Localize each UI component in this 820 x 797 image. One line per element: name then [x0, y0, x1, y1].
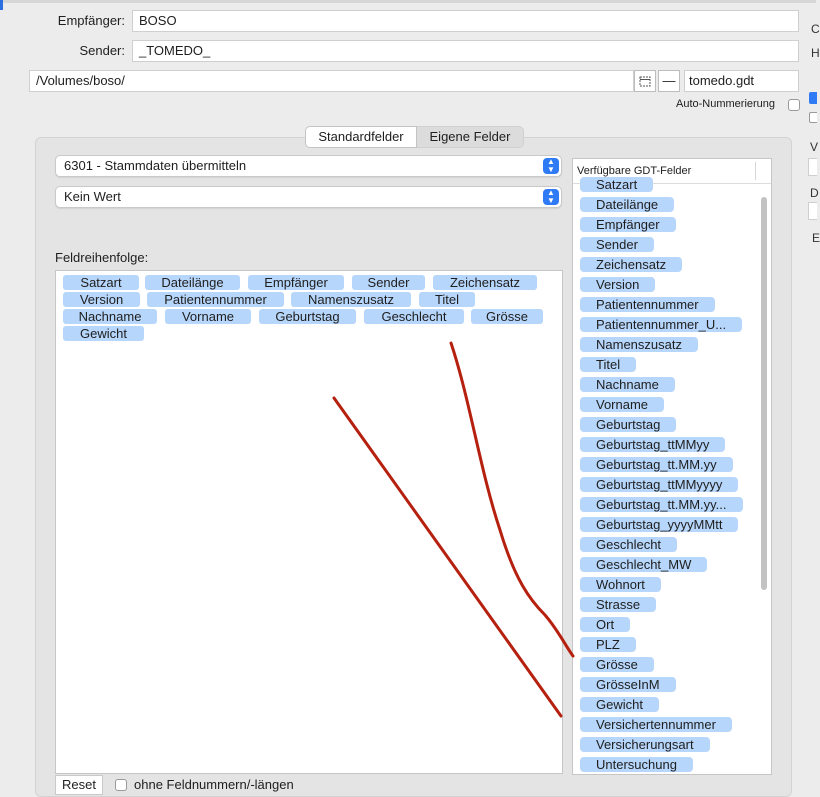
annotation-line	[334, 398, 561, 716]
gdt-field-tag[interactable]: Geschlecht_MW	[580, 557, 707, 572]
gdt-field-tag[interactable]: Wohnort	[580, 577, 661, 592]
order-tag[interactable]: Empfänger	[248, 275, 344, 290]
available-fields-header: Verfügbare GDT-Felder	[577, 165, 692, 177]
right-letter-c: C	[811, 22, 820, 36]
value-select-value: Kein Wert	[64, 189, 121, 204]
gdt-field-tag[interactable]: Grösse	[580, 657, 654, 672]
gdt-field-tag[interactable]: Satzart	[580, 177, 653, 192]
order-tag[interactable]: Patientennummer	[147, 292, 284, 307]
annotation-curve	[451, 343, 573, 656]
gdt-field-tag[interactable]: Zeichensatz	[580, 257, 682, 272]
gdt-field-tag[interactable]: Geburtstag_ttMMyyyy	[580, 477, 738, 492]
gdt-field-tag[interactable]: Empfänger	[580, 217, 676, 232]
gdt-field-tag[interactable]: Geschlecht	[580, 537, 677, 552]
order-tag[interactable]: Satzart	[63, 275, 139, 290]
right-letter-h: H	[811, 46, 820, 60]
gdt-field-tag[interactable]: Vorname	[580, 397, 664, 412]
reset-button[interactable]: Reset	[55, 775, 103, 795]
order-tag[interactable]: Gewicht	[63, 326, 144, 341]
gdt-field-tag[interactable]: Geburtstag_yyyyMMtt	[580, 517, 738, 532]
tab-custom-fields[interactable]: Eigene Felder	[417, 126, 524, 148]
field-order-label: Feldreihenfolge:	[55, 250, 149, 265]
remove-path-button[interactable]: —	[658, 70, 680, 92]
order-tag[interactable]: Geburtstag	[259, 309, 356, 324]
recipient-label: Empfänger:	[57, 13, 125, 28]
gdt-field-tag[interactable]: Dateilänge	[580, 197, 674, 212]
autonum-label: Auto-Nummerierung	[676, 98, 776, 110]
gdt-field-tag[interactable]: PLZ	[580, 637, 636, 652]
gdt-field-tag[interactable]: Geburtstag_tt.MM.yy	[580, 457, 733, 472]
gdt-field-tag[interactable]: Namenszusatz	[580, 337, 698, 352]
no-field-numbers-label: ohne Feldnummern/-längen	[134, 777, 294, 792]
order-tag[interactable]: Dateilänge	[145, 275, 240, 290]
gdt-field-tag[interactable]: Titel	[580, 357, 636, 372]
record-type-value: 6301 - Stammdaten übermitteln	[64, 158, 247, 173]
right-letter-v: V	[810, 140, 819, 154]
filename-field[interactable]: tomedo.gdt	[684, 70, 799, 92]
gdt-field-tag[interactable]: Geburtstag	[580, 417, 676, 432]
order-tag[interactable]: Zeichensatz	[433, 275, 537, 290]
gdt-field-tag[interactable]: Strasse	[580, 597, 656, 612]
recipient-field[interactable]: BOSO	[132, 10, 799, 32]
order-tag[interactable]: Grösse	[471, 309, 543, 324]
gdt-field-tag[interactable]: Sender	[580, 237, 654, 252]
right-letter-d: D	[810, 186, 819, 200]
order-tag[interactable]: Vorname	[165, 309, 251, 324]
gdt-field-tag[interactable]: Geburtstag_ttMMyy	[580, 437, 725, 452]
gdt-field-tag[interactable]: Patientennummer_U...	[580, 317, 742, 332]
gdt-field-tag[interactable]: Untersuchung	[580, 757, 693, 772]
gdt-field-tag[interactable]: Geburtstag_tt.MM.yy...	[580, 497, 743, 512]
gdt-field-tag[interactable]: Nachname	[580, 377, 675, 392]
chevron-updown-icon: ▲ ▼	[543, 189, 559, 205]
order-tag[interactable]: Namenszusatz	[291, 292, 411, 307]
order-tag[interactable]: Version	[63, 292, 140, 307]
tab-standard-fields[interactable]: Standardfelder	[305, 126, 417, 148]
order-tag[interactable]: Geschlecht	[364, 309, 464, 324]
order-tag[interactable]: Nachname	[63, 309, 157, 324]
sender-label: Sender:	[79, 43, 125, 58]
sender-field[interactable]: _TOMEDO_	[132, 40, 799, 62]
path-field[interactable]: /Volumes/boso/	[29, 70, 634, 92]
gdt-field-tag[interactable]: Ort	[580, 617, 630, 632]
gdt-field-tag[interactable]: Versichertennummer	[580, 717, 732, 732]
gdt-field-tag[interactable]: Versicherungsart	[580, 737, 710, 752]
chevron-updown-icon: ▲ ▼	[543, 158, 559, 174]
gdt-field-tag[interactable]: GrösseInM	[580, 677, 676, 692]
gdt-field-tag[interactable]: Version	[580, 277, 655, 292]
order-tag[interactable]: Sender	[352, 275, 425, 290]
gdt-field-tag[interactable]: Patientennummer	[580, 297, 715, 312]
order-tag[interactable]: Titel	[419, 292, 475, 307]
right-letter-e: E	[812, 231, 820, 245]
gdt-field-tag[interactable]: Gewicht	[580, 697, 659, 712]
